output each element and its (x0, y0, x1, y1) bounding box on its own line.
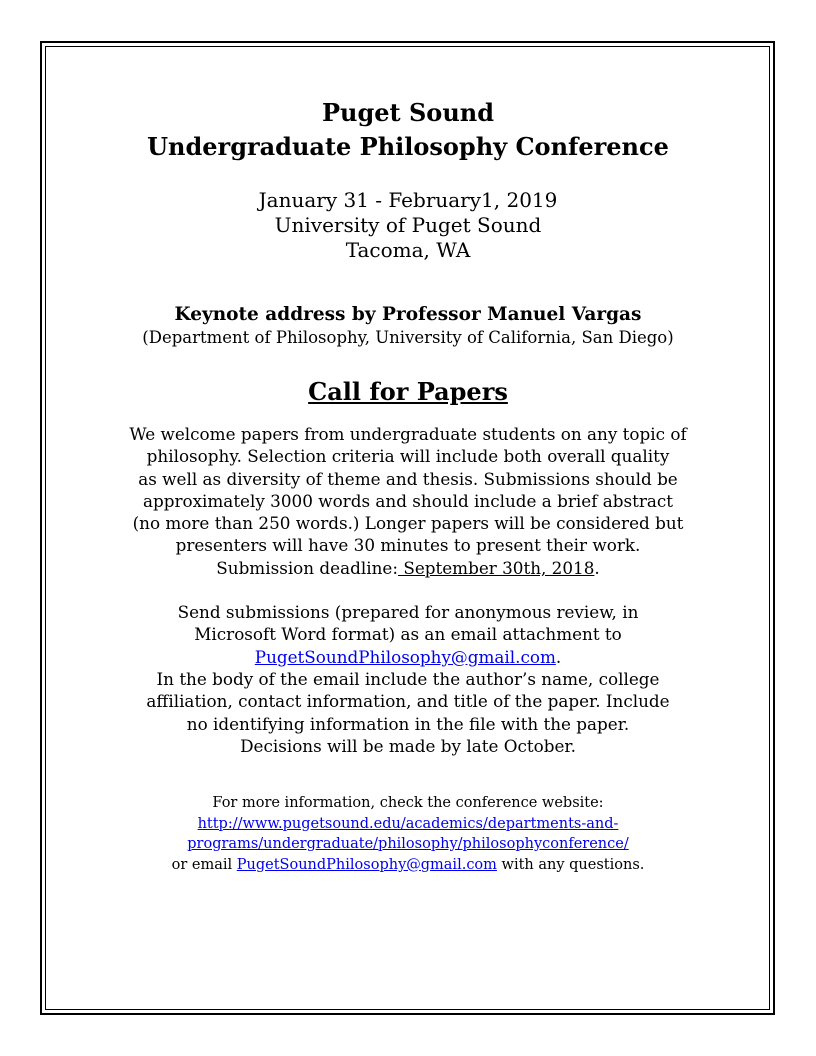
cfp-line: philosophy. Selection criteria will include both overall quality (146, 446, 670, 467)
cfp-line: presenters will have 30 minutes to present their work. (175, 535, 641, 556)
title-line-1: Puget Sound (321, 98, 494, 127)
submission-line: Microsoft Word format) as an email attachment to (194, 624, 622, 645)
keynote-title: Keynote address by Professor Manuel Vargas (174, 304, 642, 325)
event-location: Tacoma, WA (345, 238, 471, 262)
deadline-period: . (594, 557, 600, 578)
more-info-intro: For more information, check the conference website: (212, 795, 604, 812)
cfp-line: approximately 3000 words and should include a brief abstract (142, 490, 674, 511)
submission-line: Send submissions (prepared for anonymous review, in (177, 602, 639, 623)
decisions-line: Decisions will be made by late October. (240, 735, 576, 756)
call-for-papers-body (46, 423, 770, 579)
submission-instructions (46, 601, 770, 757)
flyer-content (46, 46, 770, 875)
cfp-line: (no more than 250 words.) Longer papers will be considered but (132, 513, 684, 534)
keynote-affiliation: (Department of Philosophy, University of California, San Diego) (142, 328, 674, 347)
submission-email-period: . (555, 646, 562, 667)
submission-line: In the body of the email include the author’s name, college (156, 668, 660, 689)
or-email-prefix: or email (171, 856, 237, 873)
call-for-papers-heading: Call for Papers (308, 377, 508, 406)
event-dates: January 31 - February1, 2019 (258, 188, 558, 212)
submission-line: affiliation, contact information, and title of the paper. Include (146, 691, 670, 712)
contact-email-link[interactable]: PugetSoundPhilosophy@gmail.com (236, 856, 497, 873)
cfp-line: as well as diversity of theme and thesis. Submissions should be (138, 468, 678, 489)
conference-website-link-part-2[interactable]: programs/undergraduate/philosophy/philosophyconference/ (187, 836, 629, 853)
more-information (46, 793, 770, 875)
or-email-suffix: with any questions. (496, 856, 645, 873)
conference-website-link-part-1[interactable]: http://www.pugetsound.edu/academics/departments-and- (197, 815, 619, 832)
title-line-2: Undergraduate Philosophy Conference (147, 132, 669, 161)
cfp-line: We welcome papers from undergraduate students on any topic of (129, 424, 687, 444)
submission-email-link[interactable]: PugetSoundPhilosophy@gmail.com (254, 646, 556, 667)
deadline-label: Submission deadline: (216, 557, 398, 578)
conference-title (46, 96, 770, 164)
submission-deadline (46, 557, 770, 579)
deadline-date: September 30th, 2018 (397, 557, 595, 578)
event-venue: University of Puget Sound (274, 213, 542, 237)
submission-line: no identifying information in the file with the paper. (186, 713, 630, 734)
event-info (46, 188, 770, 263)
contact-email-line (46, 855, 770, 876)
submission-email-line (46, 646, 770, 668)
